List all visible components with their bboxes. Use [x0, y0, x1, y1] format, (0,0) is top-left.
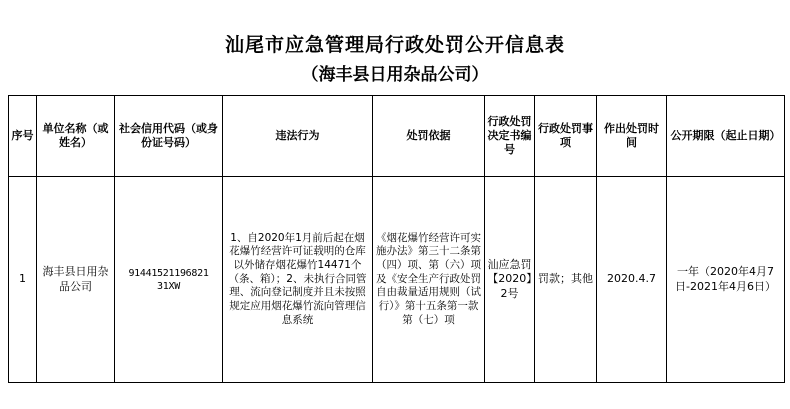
header-basis: 处罚依据 [373, 96, 485, 177]
header-decision-no: 行政处罚决定书编号 [485, 96, 535, 177]
header-seq: 序号 [9, 96, 37, 177]
table-row [9, 177, 785, 383]
cell-penalty: 罚款；其他 [535, 177, 597, 383]
cell-credit-code: 91441521196821 31XW [115, 177, 223, 383]
header-period: 公开期限（起止日期） [667, 96, 785, 177]
cell-period: 一年（2020年4月7日-2021年4月6日） [667, 177, 785, 383]
penalty-table [8, 95, 785, 383]
header-credit-code: 社会信用代码（或身份证号码） [115, 96, 223, 177]
cell-decision-no: 汕应急罚【2020】2号 [485, 177, 535, 383]
page-title: 汕尾市应急管理局行政处罚公开信息表 [224, 34, 565, 56]
cell-violation: 1、自2020年1月前后起在烟花爆竹经营许可证载明的仓库以外储存烟花爆竹14471个（条、箱）；2、未执行合同管理、流向登记制度并且未按照规定应用烟花爆竹流向管理信息系统 [223, 177, 373, 383]
header-violation: 违法行为 [223, 96, 373, 177]
table-header-row [9, 96, 785, 177]
cell-date: 2020.4.7 [597, 177, 667, 383]
header-unit: 单位名称（或姓名） [37, 96, 115, 177]
cell-unit: 海丰县日用杂品公司 [37, 177, 115, 383]
cell-basis: 《烟花爆竹经营许可实施办法》第三十二条第（四）项、第（六）项及《安全生产行政处罚自由裁量适用规则（试行）》第十五条第一款第（七）项 [373, 177, 485, 383]
page-subtitle: （海丰县日用杂品公司） [301, 65, 489, 85]
header-date: 作出处罚时间 [597, 96, 667, 177]
header-penalty: 行政处罚事项 [535, 96, 597, 177]
cell-seq: 1 [9, 177, 37, 383]
